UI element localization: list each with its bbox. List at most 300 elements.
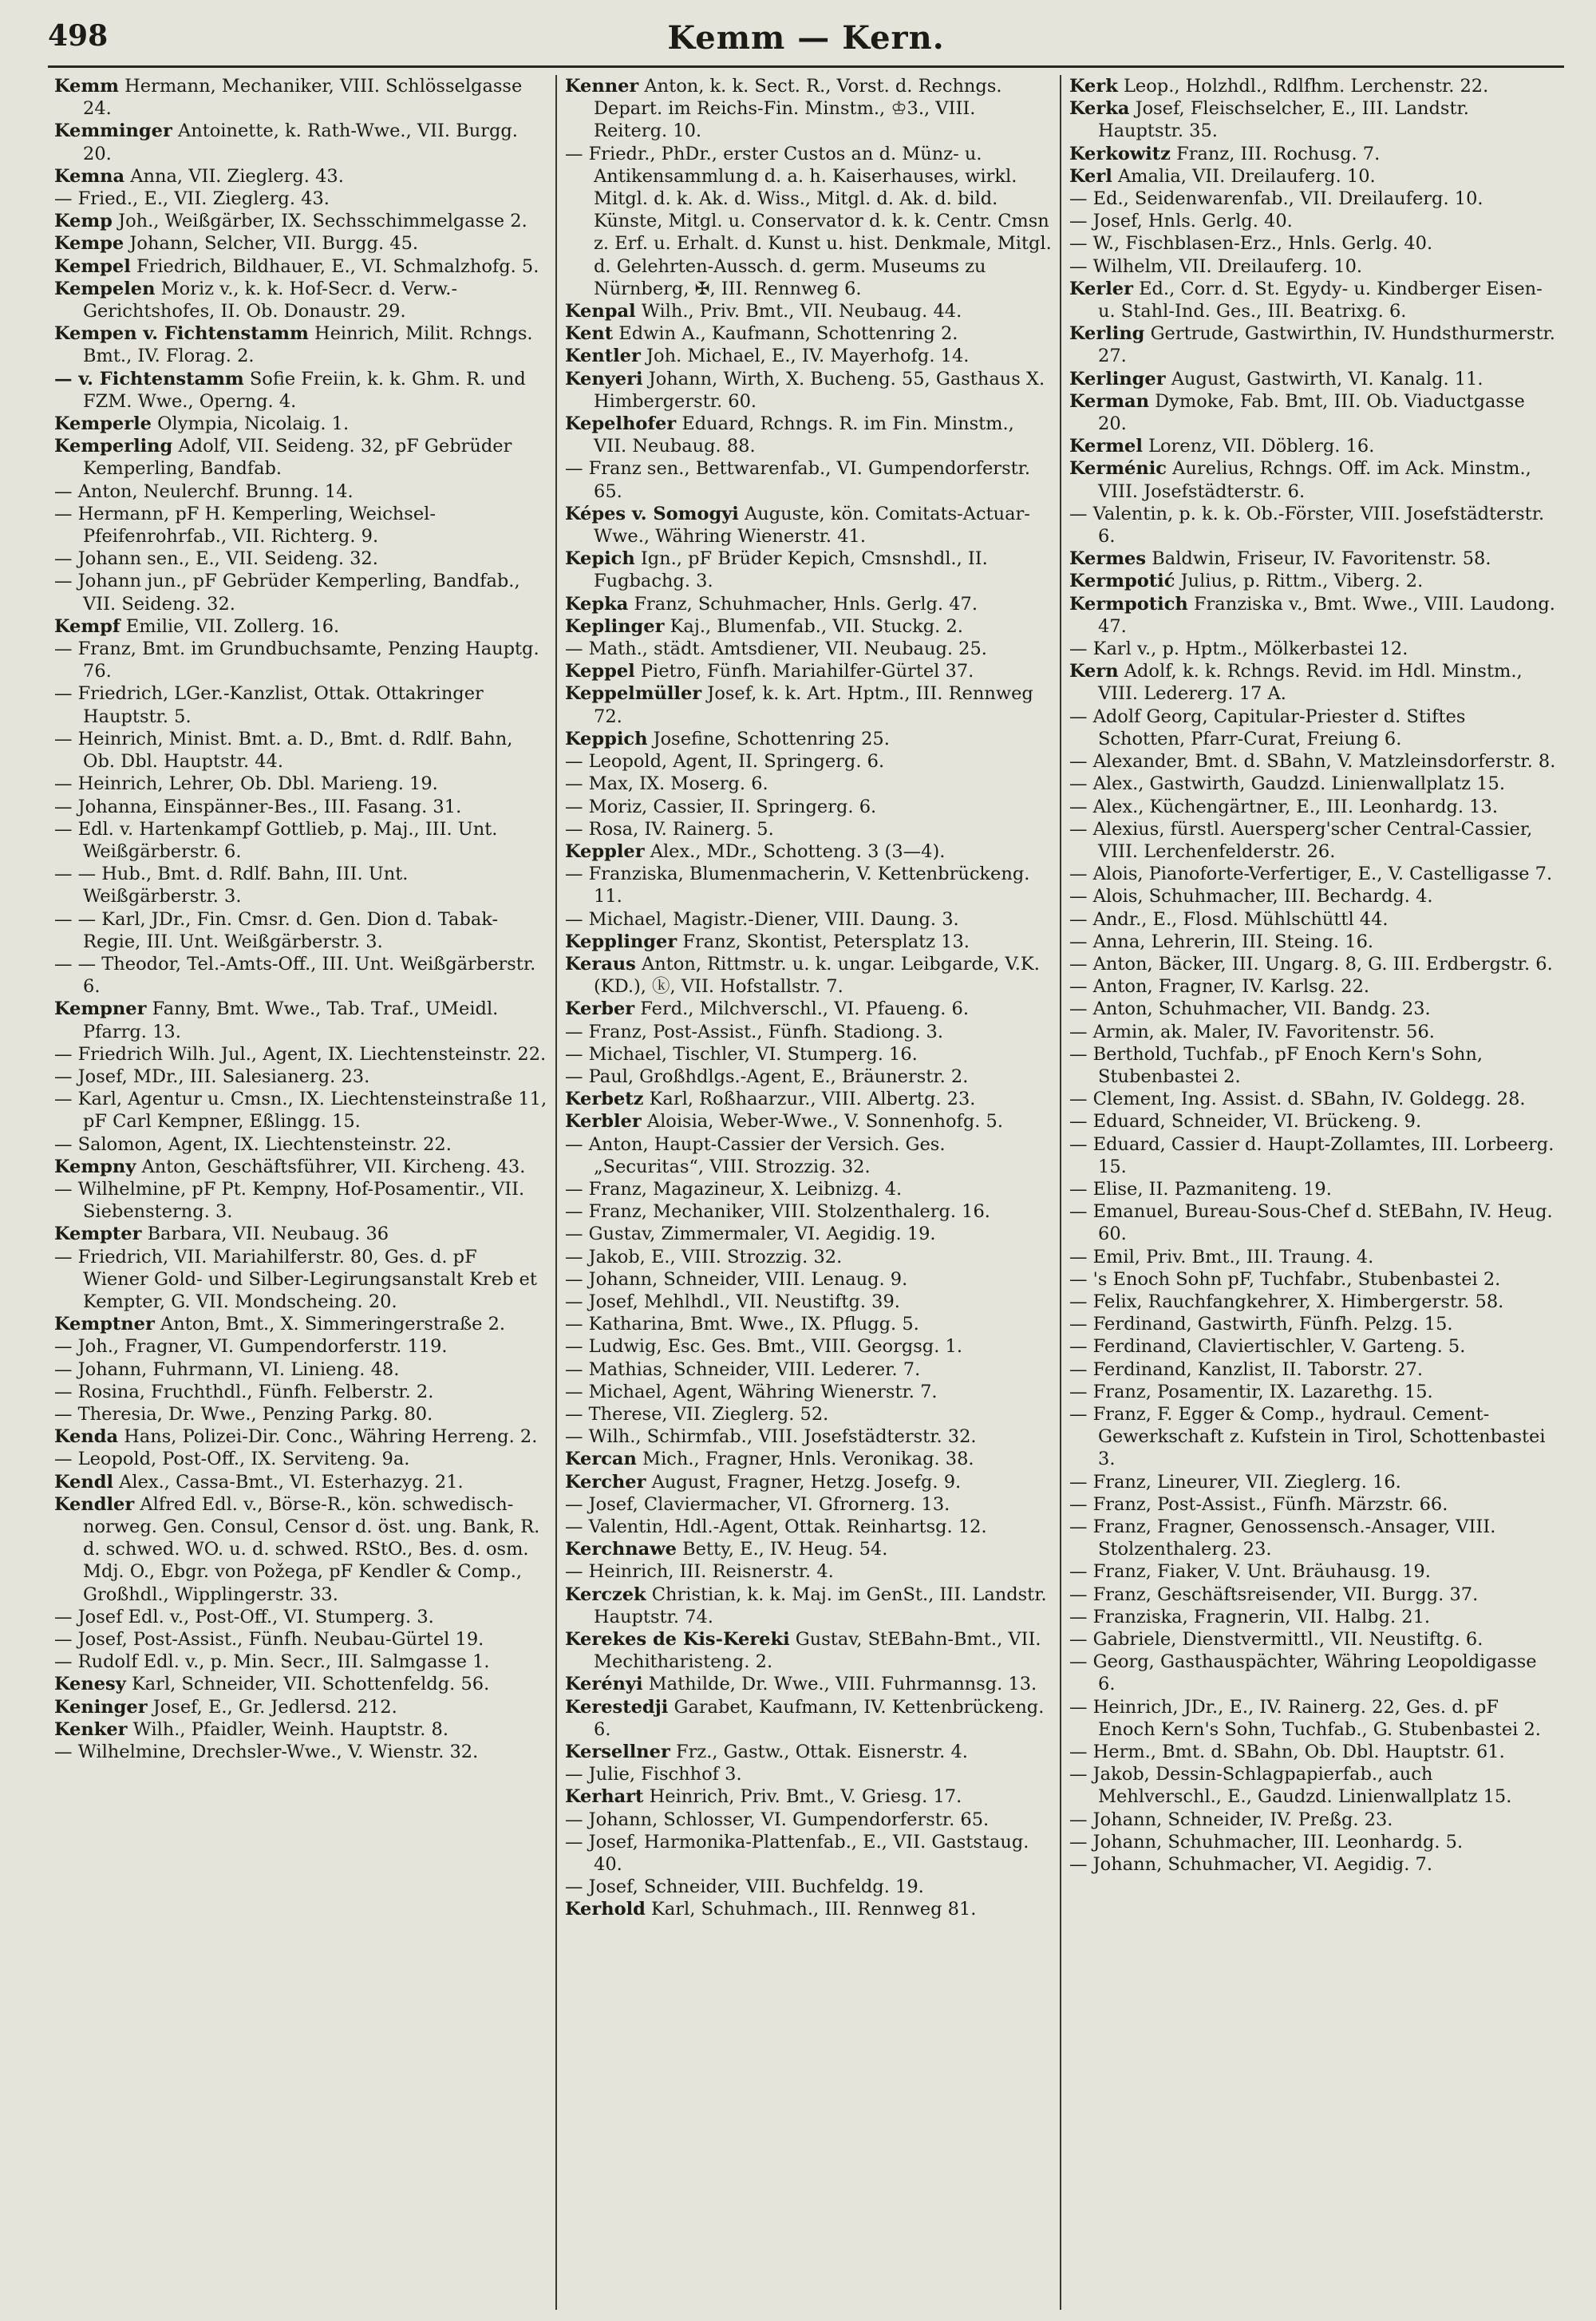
directory-entry [54,1651,547,1673]
entry-details: — Elise, II. Pazmaniteng. 19. [1069,1178,1332,1200]
entry-surname: Kermel [1069,436,1143,457]
entry-details: — Franziska, Fragnerin, VII. Halbg. 21. [1069,1606,1431,1627]
entry-details: — — Karl, JDr., Fin. Cmsr. d. Gen. Dion d. Tabak-Regie, III. Unt. Weißgärberstr. 3. [54,908,499,952]
directory-entry [1069,1335,1556,1358]
directory-entry [1069,435,1556,457]
entry-details: — Anton, Schuhmacher, VII. Bandg. 23. [1069,998,1431,1020]
directory-entry [54,1246,547,1314]
entry-details: Johann, Wirth, X. Bucheng. 55, Gasthaus X. Himbergerstr. 60. [594,368,1045,412]
directory-entry [565,1763,1052,1785]
directory-entry [565,818,1052,840]
entry-details: Alfred Edl. v., Börse-R., kön. schwedisch-norweg. Gen. Consul, Censor d. öst. ung. Bank, R. d. schwed. WO. u. d. schwed. RStO., Bes. d. osm. Mdj. O., Ebgr. von Požega, pF Kendler & Comp., Großhdl., Wipplingerstr. 33. [83,1493,540,1605]
directory-entry [565,322,1052,345]
directory-entry [565,1223,1052,1245]
entry-details: — Andr., E., Flosd. Mühlschüttl 44. [1069,908,1389,930]
directory-entry [1069,593,1556,638]
entry-details: — Karl v., p. Hptm., Mölkerbastei 12. [1069,639,1408,660]
directory-entry [54,863,547,907]
entry-details: — Herm., Bmt. d. SBahn, Ob. Dbl. Hauptstr. 61. [1069,1742,1505,1763]
directory-entry [565,1021,1052,1043]
entry-details: Christian, k. k. Maj. im GenSt., III. Landstr. Hauptstr. 74. [594,1584,1047,1627]
entry-details: Anton, k. k. Sect. R., Vorst. d. Rechngs. Depart. im Reichs-Fin. Minstm., ♔3., VIII. Reiterg. 10. [594,76,1002,142]
directory-entry [565,1403,1052,1425]
entry-details: — Leopold, Agent, II. Springerg. 6. [565,751,885,773]
directory-entry [1069,548,1556,570]
directory-entry [1069,1291,1556,1313]
directory-entry [565,143,1052,300]
entry-details: — Friedrich, LGer.-Kanzlist, Ottak. Ottakringer Hauptstr. 5. [54,683,484,727]
entry-details: Karl, Roßhaarzur., VIII. Albertg. 23. [649,1089,976,1110]
entry-details: Auguste, kön. Comitats-Actuar-Wwe., Währing Wienerstr. 41. [594,503,1030,548]
entry-details: — Franz, Post-Assist., Fünfh. Märzstr. 66. [1069,1493,1448,1515]
directory-entry [565,457,1052,502]
directory-entry [1069,278,1556,322]
entry-details: Friedrich, Bildhauer, E., VI. Schmalzhofg. 5. [136,255,539,277]
directory-entry [54,480,547,503]
entry-details: Pietro, Fünfh. Mariahilfer-Gürtel 37. [640,661,974,682]
entry-details: Heinrich, Priv. Bmt., V. Griesg. 17. [649,1786,962,1808]
directory-entry [54,908,547,953]
directory-entry [565,908,1052,931]
entry-surname: Kenner [565,76,639,97]
entry-surname: Kerekes de Kis-Kereki [565,1629,790,1651]
directory-entry [54,1088,547,1133]
entry-details: — Leopold, Post-Off., IX. Serviteng. 9a. [54,1449,410,1470]
directory-entry [1069,368,1556,390]
entry-surname: Keninger [54,1696,148,1718]
entry-details: — Franz, Lineurer, VII. Zieglerg. 16. [1069,1471,1401,1493]
entry-surname: Kent [565,323,614,345]
entry-details: — Michael, Agent, Währing Wienerstr. 7. [565,1381,938,1402]
entry-details: Anton, Bmt., X. Simmeringerstraße 2. [160,1314,506,1335]
directory-entry [1069,255,1556,278]
directory-entry [565,1291,1052,1313]
directory-entry [54,503,547,548]
entry-surname: Kersellner [565,1742,670,1763]
entry-details: Frz., Gastw., Ottak. Eisnerstr. 4. [676,1742,968,1763]
directory-entry [54,322,547,367]
entry-details: — Franz, Magazineur, X. Leibnizg. 4. [565,1178,903,1200]
directory-entry [54,1335,547,1358]
directory-entry [54,638,547,682]
directory-entry [54,255,547,278]
directory-entry [565,1110,1052,1133]
entry-surname: Kerménic [1069,458,1167,480]
entry-surname: Kerczek [565,1584,646,1605]
directory-entry [565,75,1052,143]
directory-entry [1069,1133,1556,1178]
directory-entry [54,1178,547,1223]
entry-details: Franz, Skontist, Petersplatz 13. [682,931,970,952]
directory-entry [565,1809,1052,1831]
directory-entry [565,1560,1052,1583]
entry-details: Ign., pF Brüder Kepich, Cmsnshdl., II. Fugbachg. 3. [594,548,988,592]
entry-surname: Kempe [54,233,124,255]
directory-entry [1069,503,1556,548]
entry-details: — Armin, ak. Maler, IV. Favoritenstr. 56. [1069,1021,1435,1042]
entry-surname: Keplinger [565,615,665,637]
directory-entry [565,1268,1052,1291]
entry-details: — Rudolf Edl. v., p. Min. Secr., III. Salmgasse 1. [54,1651,490,1673]
entry-surname: Kerler [1069,278,1133,299]
entry-details: Franz, Schuhmacher, Hnls. Gerlg. 47. [634,593,978,615]
directory-entry [565,548,1052,592]
directory-entry [1069,1178,1556,1200]
entry-details: — Mathias, Schneider, VIII. Lederer. 7. [565,1358,921,1380]
directory-entry [1069,931,1556,953]
entry-surname: Kermes [1069,548,1147,570]
entry-details: Anton, Rittmstr. u. k. ungar. Leibgarde, V.K. (KD.), ⓚ, VII. Hofstallstr. 7. [594,953,1040,998]
entry-details: — Johann, Schlosser, VI. Gumpendorferstr. 65. [565,1809,990,1830]
entry-details: Karl, Schneider, VII. Schottenfeldg. 56. [131,1674,490,1695]
directory-entry [565,1471,1052,1493]
entry-surname: Kerk [1069,76,1118,97]
entry-details: Sofie Freiin, k. k. Ghm. R. und FZM. Wwe., Operng. 4. [83,368,526,412]
directory-entry [1069,75,1556,97]
entry-surname: Kempel [54,255,131,277]
directory-entry [1069,1493,1556,1516]
directory-entry [1069,706,1556,750]
entry-details: — Josef, Hnls. Gerlg. 40. [1069,211,1293,232]
entry-details: Ed., Corr. d. St. Egydy- u. Kindberger Eisen- u. Stahl-Ind. Ges., III. Beatrixg. 6. [1098,278,1543,322]
entry-details: — Alex., Küchengärtner, E., III. Leonhardg. 13. [1069,796,1498,817]
directory-entry [54,796,547,818]
entry-details: — Josef Edl. v., Post-Off., VI. Stumperg. 3. [54,1606,434,1627]
entry-surname: Kerber [565,998,635,1020]
entry-details: — — Hub., Bmt. d. Rdlf. Bahn, III. Unt. Weißgärberstr. 3. [54,864,409,907]
entry-surname: Kerling [1069,323,1145,345]
header-rule [48,65,1564,68]
entry-details: — Franz, Posamentir, IX. Lazarethg. 15. [1069,1381,1433,1402]
directory-entry [54,615,547,638]
entry-surname: Keraus [565,953,636,975]
directory-entry [54,1223,547,1245]
entry-surname: Keppelmüller [565,683,702,705]
directory-entry [1069,773,1556,795]
directory-entry [565,728,1052,750]
entry-details: — Wilhelmine, pF Pt. Kempny, Hof-Posamentir., VII. Siebensterng. 3. [54,1178,525,1223]
entry-details: August, Fragner, Hetzg. Josefg. 9. [651,1471,962,1493]
directory-entry [565,1246,1052,1268]
entry-details: — Therese, VII. Zieglerg. 52. [565,1403,829,1425]
entry-details: — Berthold, Tuchfab., pF Enoch Kern's Sohn, Stubenbastei 2. [1069,1043,1483,1087]
directory-entry [565,1831,1052,1876]
directory-entry [1069,322,1556,367]
entry-details: Mathilde, Dr. Wwe., VIII. Fuhrmannsg. 13. [648,1674,1037,1695]
directory-entry [565,1335,1052,1358]
directory-entry [1069,1246,1556,1268]
entry-surname: Kerkowitz [1069,143,1171,164]
entry-details: — Karl, Agentur u. Cmsn., IX. Liechtensteinstraße 11, pF Carl Kempner, Eßlingg. 15. [54,1089,547,1133]
entry-surname: Kempny [54,1156,136,1177]
entry-details: Karl, Schuhmach., III. Rennweg 81. [651,1899,977,1920]
directory-entry [54,1493,547,1606]
entry-details: — — Theodor, Tel.-Amts-Off., III. Unt. Weißgärberstr. 6. [54,953,536,998]
entry-details: Dymoke, Fab. Bmt, III. Ob. Viaductgasse 20. [1098,390,1525,435]
directory-entry [54,548,547,570]
directory-entry [54,1606,547,1628]
directory-entry [565,1043,1052,1066]
directory-entry [54,1381,547,1403]
entry-details: Wilh., Pfaidler, Weinh. Hauptstr. 8. [132,1718,449,1740]
directory-entry [565,1538,1052,1560]
directory-entry [54,570,547,615]
directory-entry [54,1628,547,1651]
directory-entry [54,953,547,998]
directory-entry [565,1178,1052,1200]
entry-details: — Franziska, Blumenmacherin, V. Kettenbrückeng. 11. [565,864,1030,907]
directory-entry [1069,1696,1556,1741]
directory-entry [54,1696,547,1718]
entry-details: — Josef, Schneider, VIII. Buchfeldg. 19. [565,1876,924,1898]
entry-details: Betty, E., IV. Heug. 54. [682,1539,888,1560]
entry-details: Josefine, Schottenring 25. [653,728,890,749]
directory-columns [51,75,1564,2310]
entry-details: — Heinrich, JDr., E., IV. Rainerg. 22, Ges. d. pF Enoch Kern's Sohn, Tuchfab., G. Stubenbastei 2. [1069,1696,1541,1740]
entry-surname: Kempf [54,615,120,637]
entry-details: Baldwin, Friseur, IV. Favoritenstr. 58. [1152,548,1491,570]
entry-surname: Kenker [54,1718,128,1740]
entry-surname: Kercher [565,1471,646,1493]
directory-entry [565,1673,1052,1695]
directory-entry [1069,638,1556,660]
directory-entry [565,1584,1052,1628]
directory-entry [1069,1268,1556,1291]
directory-entry [54,1471,547,1493]
directory-entry [54,1741,547,1763]
entry-details: Mich., Fragner, Hnls. Veronikag. 38. [642,1449,974,1470]
directory-entry [54,682,547,727]
directory-entry [565,682,1052,727]
entry-details: Aloisia, Weber-Wwe., V. Sonnenhofg. 5. [646,1111,1004,1133]
directory-entry [1069,210,1556,232]
directory-entry [565,1425,1052,1448]
directory-entry [565,1876,1052,1898]
entry-details: — Ed., Seidenwarenfab., VII. Dreilauferg. 10. [1069,188,1483,210]
entry-surname: Kemperling [54,436,173,457]
entry-surname: — v. Fichtenstamm [54,368,244,389]
entry-details: Hans, Polizei-Dir. Conc., Währing Herreng. 2. [124,1426,538,1448]
directory-entry [565,1741,1052,1763]
entry-details: — Alois, Pianoforte-Verfertiger, E., V. Castelligasse 7. [1069,864,1553,885]
entry-details: Gertrude, Gastwirthin, IV. Hundsthurmerstr. 27. [1098,323,1555,367]
directory-entry [1069,188,1556,210]
directory-entry [1069,457,1556,502]
directory-entry [565,1785,1052,1808]
directory-entry [565,863,1052,907]
entry-details: Leop., Holzhdl., Rdlfhm. Lerchenstr. 22. [1123,76,1489,97]
entry-details: — Franz, Geschäftsreisender, VII. Burgg. 37. [1069,1584,1479,1605]
entry-details: — Josef, Claviermacher, VI. Gfrornerg. 13. [565,1493,950,1515]
entry-surname: Kerbetz [565,1089,644,1110]
entry-details: — 's Enoch Sohn pF, Tuchfabr., Stubenbastei 2. [1069,1268,1501,1290]
entry-surname: Kempter [54,1224,142,1245]
entry-details: — Heinrich, Lehrer, Ob. Dbl. Marieng. 19. [54,773,438,795]
entry-details: — Georg, Gasthauspächter, Währing Leopoldigasse 6. [1069,1651,1537,1695]
directory-entry [1069,390,1556,435]
entry-details: — Friedrich, VII. Mariahilferstr. 80, Ges. d. pF Wiener Gold- und Silber-Legirungsanstalt Kreb et Kempter, G. VII. Mondscheing. 20. [54,1246,537,1312]
directory-entry [565,368,1052,413]
entry-details: — Emil, Priv. Bmt., III. Traung. 4. [1069,1246,1374,1267]
directory-entry [565,1448,1052,1470]
entry-details: — Alois, Schuhmacher, III. Bechardg. 4. [1069,886,1433,907]
entry-surname: Kempen v. Fichtenstamm [54,323,309,345]
directory-entry [1069,975,1556,998]
entry-details: — Wilhelm, VII. Dreilauferg. 10. [1069,255,1363,277]
entry-details: — Ludwig, Esc. Ges. Bmt., VIII. Georgsg. 1. [565,1336,962,1358]
entry-details: — Paul, Großhdlgs.-Agent, E., Bräunerstr. 2. [565,1066,969,1087]
entry-details: — Gustav, Zimmermaler, VI. Aegidig. 19. [565,1224,936,1245]
directory-entry [54,1358,547,1381]
directory-entry [1069,953,1556,975]
directory-entry [1069,97,1556,142]
entry-surname: Keppich [565,728,648,749]
entry-details: Aurelius, Rchngs. Off. im Ack. Minstm., VIII. Josefstädterstr. 6. [1098,458,1531,502]
entry-details: Joh. Michael, E., IV. Mayerhofg. 14. [646,346,970,367]
entry-surname: Kenyeri [565,368,643,389]
entry-details: — Math., städt. Amtsdiener, VII. Neubaug. 25. [565,639,987,660]
entry-surname: Kentler [565,346,641,367]
entry-details: August, Gastwirth, VI. Kanalg. 11. [1171,368,1483,389]
directory-entry [54,1425,547,1448]
entry-details: — Jakob, Dessin-Schlagpapierfab., auch Mehlverschl., E., Gaudzd. Linienwallplatz 15. [1069,1764,1512,1808]
page-header [48,19,1564,61]
entry-details: Wilh., Priv. Bmt., VII. Neubaug. 44. [641,301,962,322]
entry-details: — Max, IX. Moserg. 6. [565,773,768,795]
entry-surname: Kepka [565,593,629,615]
entry-surname: Kempner [54,998,147,1020]
entry-details: — Franz, Post-Assist., Fünfh. Stadiong. 3. [565,1021,944,1042]
directory-entry [54,120,547,164]
directory-entry [54,1403,547,1425]
entry-surname: Kermpotich [1069,593,1188,615]
directory-entry [1069,1853,1556,1876]
entry-details: Josef, Fleischselcher, E., III. Landstr. Hauptstr. 35. [1098,98,1469,142]
entry-surname: Kerestedji [565,1696,669,1718]
entry-details: — Heinrich, Minist. Bmt. a. D., Bmt. d. Rdlf. Bahn, Ob. Dbl. Hauptstr. 44. [54,728,513,773]
entry-details: Josef, E., Gr. Jedlersd. 212. [152,1696,397,1718]
directory-entry [1069,1358,1556,1381]
directory-entry [1069,1200,1556,1245]
directory-entry [1069,1584,1556,1606]
entry-details: Josef, k. k. Art. Hptm., III. Rennweg 72. [594,683,1033,727]
entry-details: — Johann jun., pF Gebrüder Kemperling, Bandfab., VII. Seideng. 32. [54,571,520,615]
entry-details: Emilie, VII. Zollerg. 16. [125,615,340,637]
directory-entry [1069,863,1556,885]
entry-details: Hermann, Mechaniker, VIII. Schlösselgasse 24. [83,76,523,120]
entry-details: Olympia, Nicolaig. 1. [157,413,350,435]
entry-details: — Emanuel, Bureau-Sous-Chef d. StEBahn, IV. Heug. 60. [1069,1201,1553,1245]
directory-entry [54,1133,547,1156]
directory-entry [565,1516,1052,1538]
entry-details: — Ferdinand, Gastwirth, Fünfh. Pelzg. 15. [1069,1314,1453,1335]
entry-details: Alex., Cassa-Bmt., VI. Esterhazyg. 21. [119,1471,464,1493]
entry-details: — Franz, Fiaker, V. Unt. Bräuhausg. 19. [1069,1561,1431,1583]
directory-entry [54,1066,547,1088]
entry-details: — Eduard, Cassier d. Haupt-Zollamtes, III. Lorbeerg. 15. [1069,1133,1555,1177]
directory-entry [565,593,1052,615]
entry-surname: Kemp [54,211,113,232]
entry-details: Anna, VII. Zieglerg. 43. [130,165,344,187]
directory-entry [565,1358,1052,1381]
entry-surname: Kerbler [565,1111,642,1133]
entry-surname: Kerl [1069,165,1112,187]
entry-surname: Kermpotić [1069,571,1175,592]
entry-details: — Fried., E., VII. Zieglerg. 43. [54,188,330,210]
entry-details: — Clement, Ing. Assist. d. SBahn, IV. Goldegg. 28. [1069,1089,1526,1110]
entry-details: — Johann, Fuhrmann, VI. Linieng. 48. [54,1358,400,1380]
entry-details: — Jakob, E., VIII. Strozzig. 32. [565,1246,843,1267]
directory-entry [565,1133,1052,1178]
directory-entry [54,1673,547,1695]
entry-details: — Rosina, Fruchthdl., Fünfh. Felberstr. 2. [54,1381,434,1402]
entry-surname: Kemptner [54,1314,155,1335]
directory-entry [565,1088,1052,1110]
entry-surname: Kemna [54,165,125,187]
directory-entry [1069,885,1556,907]
entry-details: — Joh., Fragner, VI. Gumpendorferstr. 119. [54,1336,448,1358]
entry-details: Franziska v., Bmt. Wwe., VIII. Laudong. 47. [1098,593,1555,637]
entry-details: — Johann, Schuhmacher, VI. Aegidig. 7. [1069,1854,1433,1876]
directory-entry [1069,1043,1556,1088]
directory-entry [54,188,547,210]
entry-surname: Kendl [54,1471,114,1493]
directory-entry [1069,1651,1556,1695]
entry-details: Alex., MDr., Schotteng. 3 (3—4). [650,840,946,862]
entry-surname: Kenesy [54,1674,126,1695]
entry-details: — Anna, Lehrerin, III. Steing. 16. [1069,931,1374,952]
entry-details: — Julie, Fischhof 3. [565,1764,742,1785]
column-2 [555,75,1060,2310]
entry-details: Gustav, StEBahn-Bmt., VII. Mechitharisteng. 2. [594,1629,1041,1673]
entry-details: — Johann, Schuhmacher, III. Leonhardg. 5. [1069,1831,1464,1852]
entry-surname: Kendler [54,1493,135,1515]
entry-details: — Franz, Fragner, Genossensch.-Ansager, VIII. Stolzenthalerg. 23. [1069,1516,1496,1560]
directory-entry [54,278,547,322]
directory-entry [565,1200,1052,1223]
directory-entry [54,773,547,795]
entry-details: — Wilhelmine, Drechsler-Wwe., V. Wienstr. 32. [54,1742,479,1763]
entry-details: Anton, Geschäftsführer, VII. Kircheng. 43. [141,1156,526,1177]
entry-details: — Theresia, Dr. Wwe., Penzing Parkg. 80. [54,1403,433,1425]
page-number: 498 [48,19,109,53]
directory-entry [1069,1763,1556,1808]
entry-details: — Valentin, p. k. k. Ob.-Förster, VIII. Josefstädterstr. 6. [1069,503,1545,548]
entry-details: — Adolf Georg, Capitular-Priester d. Stiftes Schotten, Pfarr-Curat, Freiung 6. [1069,706,1466,749]
directory-entry [1069,1628,1556,1651]
entry-details: — Ferdinand, Claviertischler, V. Garteng. 5. [1069,1336,1466,1358]
entry-details: — Heinrich, III. Reisnerstr. 4. [565,1561,834,1583]
entry-details: Fanny, Bmt. Wwe., Tab. Traf., UMeidl. Pfarrg. 13. [83,998,499,1042]
entry-details: — Wilh., Schirmfab., VIII. Josefstädterstr. 32. [565,1426,977,1448]
entry-details: — Anton, Fragner, IV. Karlsg. 22. [1069,976,1370,998]
directory-entry [1069,1741,1556,1763]
directory-entry [565,931,1052,953]
directory-entry [565,300,1052,322]
entry-details: — Hermann, pF H. Kemperling, Weichsel-Pfeifenrohrfab., VII. Richterg. 9. [54,503,436,548]
entry-details: — Friedrich Wilh. Jul., Agent, IX. Liechtensteinstr. 22. [54,1043,547,1065]
entry-details: — Eduard, Schneider, VI. Brückeng. 9. [1069,1111,1422,1133]
directory-entry [1069,1381,1556,1403]
entry-details: — Gabriele, Dienstvermittl., VII. Neustiftg. 6. [1069,1629,1483,1651]
directory-entry [54,1448,547,1470]
entry-details: — Josef, MDr., III. Salesianerg. 23. [54,1066,370,1087]
entry-details: Kaj., Blumenfab., VII. Stuckg. 2. [670,615,963,637]
directory-entry [1069,1313,1556,1335]
entry-details: Barbara, VII. Neubaug. 36 [147,1224,389,1245]
entry-details: Edwin A., Kaufmann, Schottenring 2. [618,323,958,345]
directory-entry [54,998,547,1042]
